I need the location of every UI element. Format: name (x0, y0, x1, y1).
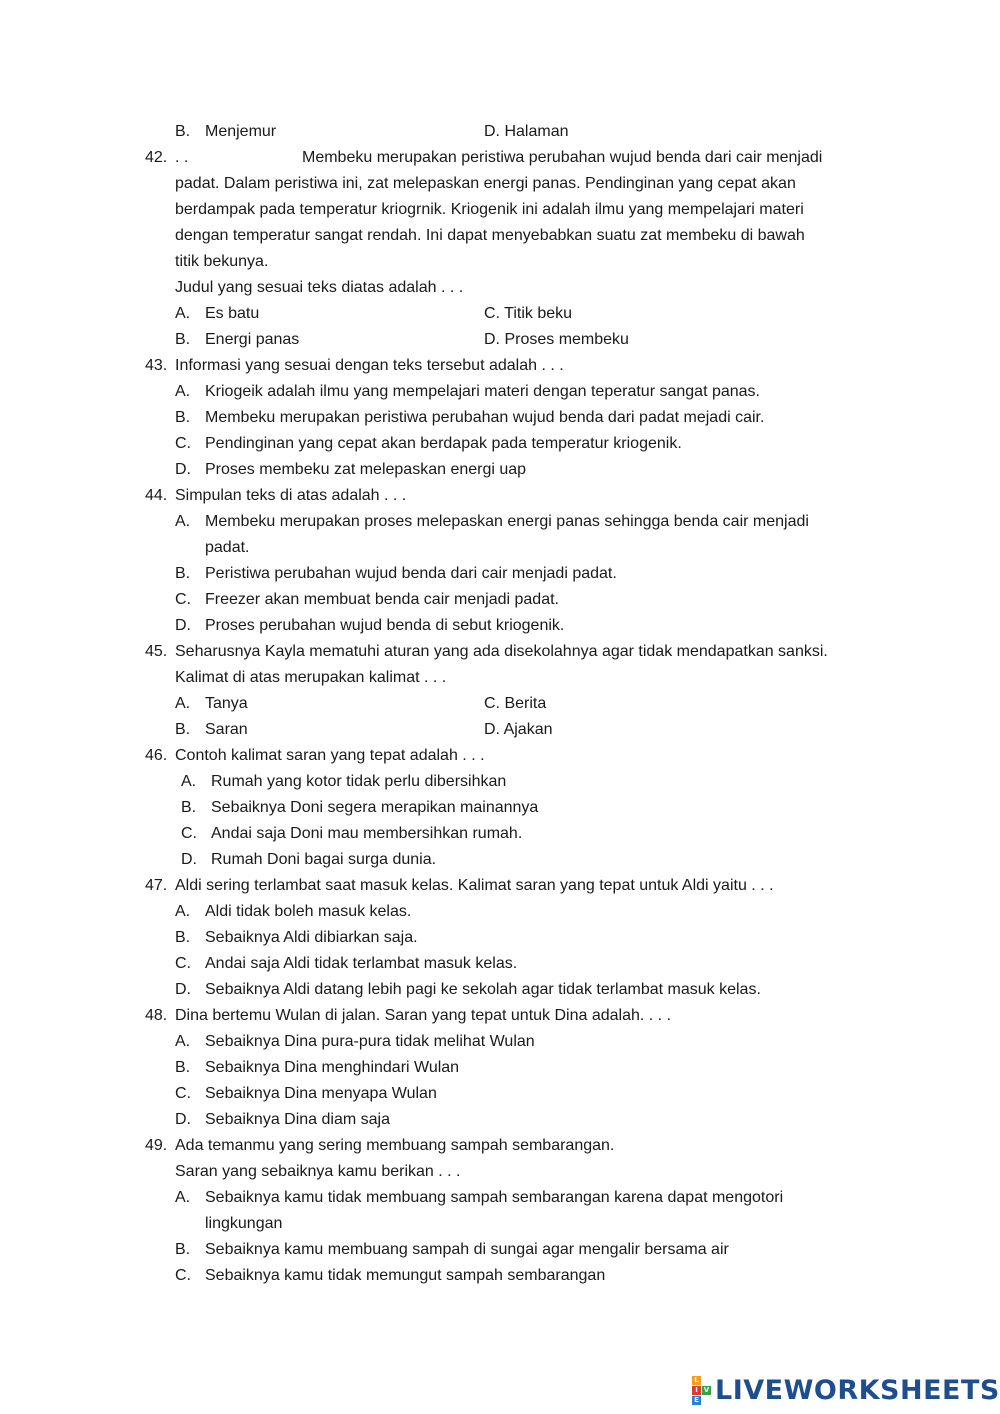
q49-option-b: B. Sebaiknya kamu membuang sampah di sungai agar mengalir bersama air (175, 1241, 729, 1258)
q43-option-c: C. Pendinginan yang cepat akan berdapak pada temperatur kriogenik. (175, 435, 682, 452)
q48-number: 48. (145, 1007, 168, 1024)
option-label: B. (175, 123, 191, 140)
q43-number: 43. (145, 357, 168, 374)
q47-option-b: B. Sebaiknya Aldi dibiarkan saja. (175, 929, 418, 946)
q48-option-c: C. Sebaiknya Dina menyapa Wulan (175, 1085, 437, 1102)
prev-option-b: B. Menjemur (175, 119, 276, 145)
q47-number: 47. (145, 877, 168, 894)
q45-option-b: B. Saran (175, 721, 248, 738)
q42-option-d: D. Proses membeku (484, 331, 629, 348)
q42-option-b: B. Energi panas (175, 331, 300, 348)
q48-option-a: A. Sebaiknya Dina pura-pura tidak melihat Wulan (175, 1033, 535, 1050)
logo-tile-empty (702, 1376, 711, 1385)
q48-option-b: B. Sebaiknya Dina menghindari Wulan (175, 1059, 460, 1076)
q44-option-a-cont: padat. (205, 539, 250, 556)
q46-number: 46. (145, 747, 168, 764)
logo-tile-e: E (692, 1396, 701, 1405)
liveworksheets-logo-icon (692, 1376, 711, 1405)
q42-dots: . . (175, 149, 189, 166)
q47-option-c: C. Andai saja Aldi tidak terlambat masuk kelas. (175, 955, 518, 972)
q43-option-b: B. Membeku merupakan peristiwa perubahan wujud benda dari padat mejadi cair. (175, 409, 765, 426)
q44-question: Simpulan teks di atas adalah . . . (175, 487, 407, 504)
q45-option-c: C. Berita (484, 695, 547, 712)
q42-text-line-2: padat. Dalam peristiwa ini, zat melepaskan energi panas. Pendinginan yang cepat akan (175, 175, 796, 192)
q49-option-c: C. Sebaiknya kamu tidak memungut sampah sembarangan (175, 1267, 606, 1284)
q42-text-line-4: dengan temperatur sangat rendah. Ini dapat menyebabkan suatu zat membeku di bawah (175, 227, 805, 244)
q42-number: 42. (145, 149, 168, 166)
q45-option-a: A. Tanya (175, 695, 248, 712)
q49-question: Saran yang sebaiknya kamu berikan . . . (175, 1163, 461, 1180)
q42-text-line-5: titik bekunya. (175, 253, 269, 270)
logo-tile-i: I (692, 1386, 701, 1395)
q46-option-c: C. Andai saja Doni mau membersihkan rumah. (181, 825, 523, 842)
q43-option-a: A. Kriogeik adalah ilmu yang mempelajari materi dengan teperatur sangat panas. (175, 383, 760, 400)
logo-tile-l: L (692, 1376, 701, 1385)
q47-question: Aldi sering terlambat saat masuk kelas. Kalimat saran yang tepat untuk Aldi yaitu . . . (175, 877, 774, 894)
q45-number: 45. (145, 643, 168, 660)
q42-text-line-1: Membeku merupakan peristiwa perubahan wujud benda dari cair menjadi (302, 149, 823, 166)
q47-option-a: A. Aldi tidak boleh masuk kelas. (175, 903, 412, 920)
q49-option-a: A. Sebaiknya kamu tidak membuang sampah sembarangan karena dapat mengotori (175, 1189, 784, 1206)
q44-option-d: D. Proses perubahan wujud benda di sebut kriogenik. (175, 617, 565, 634)
liveworksheets-logo (692, 1374, 1000, 1406)
q43-question: Informasi yang sesuai dengan teks tersebut adalah . . . (175, 357, 564, 374)
q45-text-line-1: Seharusnya Kayla mematuhi aturan yang ada disekolahnya agar tidak mendapatkan sanksi. (175, 643, 828, 660)
q44-option-c: C. Freezer akan membuat benda cair menjadi padat. (175, 591, 559, 608)
q43-option-d: D. Proses membeku zat melepaskan energi uap (175, 461, 527, 478)
q47-option-d: D. Sebaiknya Aldi datang lebih pagi ke sekolah agar tidak terlambat masuk kelas. (175, 981, 761, 998)
q48-question: Dina bertemu Wulan di jalan. Saran yang tepat untuk Dina adalah. . . . (175, 1007, 672, 1024)
q46-question: Contoh kalimat saran yang tepat adalah . . . (175, 747, 485, 764)
q46-option-d: D. Rumah Doni bagai surga dunia. (181, 851, 437, 868)
q49-number: 49. (145, 1137, 168, 1154)
liveworksheets-logo-text: LIVEWORKSHEETS (715, 1374, 1000, 1406)
q45-question: Kalimat di atas merupakan kalimat . . . (175, 669, 447, 686)
logo-tile-v: V (703, 1385, 710, 1394)
q49-option-a-cont: lingkungan (205, 1215, 283, 1232)
q42-option-a: A. Es batu (175, 305, 260, 322)
q49-text-line-1: Ada temanmu yang sering membuang sampah sembarangan. (175, 1137, 615, 1154)
q44-option-b: B. Peristiwa perubahan wujud benda dari cair menjadi padat. (175, 565, 617, 582)
logo-tile-empty-2 (702, 1396, 711, 1405)
q42-text-line-3: berdampak pada temperatur kriogrnik. Kriogenik ini adalah ilmu yang mempelajari materi (175, 201, 804, 218)
q46-option-b: B. Sebaiknya Doni segera merapikan mainannya (181, 799, 539, 816)
q42-option-c: C. Titik beku (484, 305, 573, 322)
q44-number: 44. (145, 487, 168, 504)
q44-option-a: A. Membeku merupakan proses melepaskan energi panas sehingga benda cair menjadi (175, 513, 809, 530)
q42-question: Judul yang sesuai teks diatas adalah . . . (175, 279, 464, 296)
q48-option-d: D. Sebaiknya Dina diam saja (175, 1111, 390, 1128)
q46-option-a: A. Rumah yang kotor tidak perlu dibersihkan (181, 773, 507, 790)
q45-option-d: D. Ajakan (484, 721, 553, 738)
prev-option-d: D. Halaman (484, 123, 569, 140)
